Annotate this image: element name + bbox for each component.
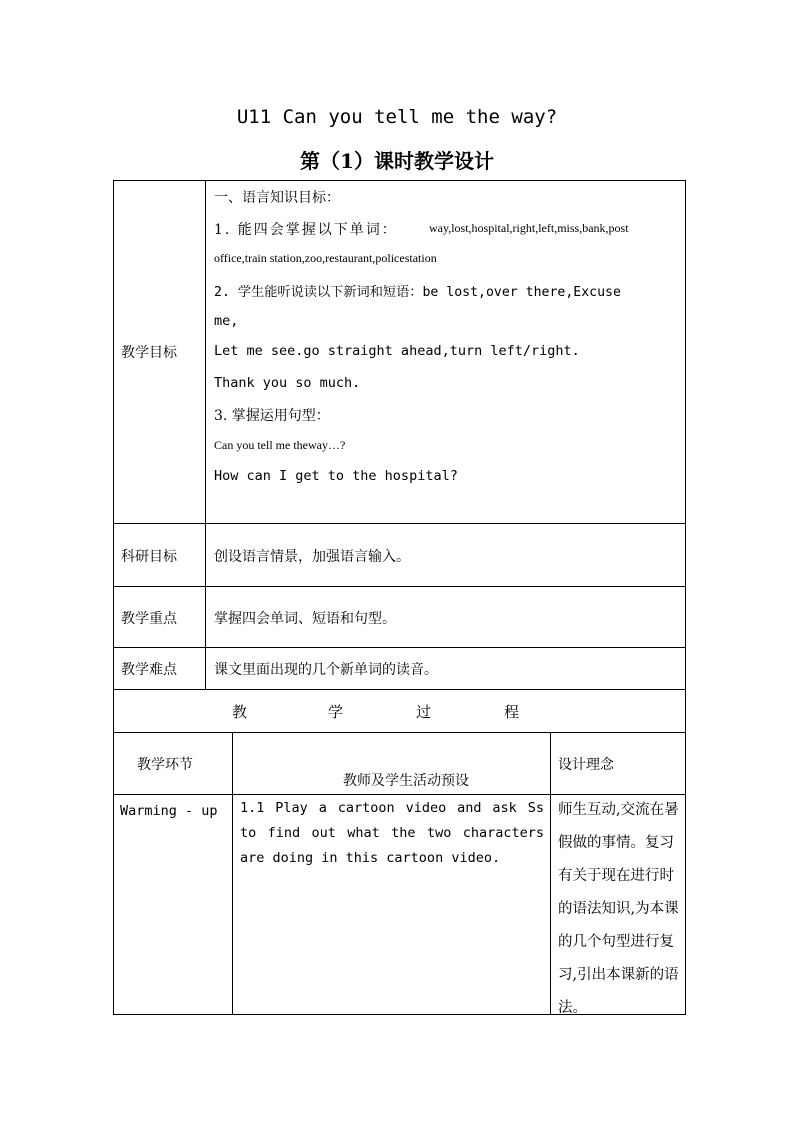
activities-header: 教师及学生活动预设 xyxy=(343,773,469,789)
difficulties-label: 教学难点 xyxy=(121,662,177,678)
warmup-stage: Warming - up xyxy=(120,803,218,819)
objectives-item2-b: me, xyxy=(214,313,239,329)
design-header: 设计理念 xyxy=(558,757,614,773)
warmup-activity: 1.1 Play a cartoon video and ask Ss to find out what the two characters are doing in this cartoon video. xyxy=(240,800,544,866)
objectives-item2-c: Let me see.go straight ahead,turn left/right. xyxy=(214,343,580,359)
objectives-item2-a: 2. 学生能听说读以下新词和短语：be lost,over there,Excuse xyxy=(214,285,621,300)
process-char: 程 xyxy=(504,703,520,721)
process-char: 过 xyxy=(416,703,432,721)
process-char: 教 xyxy=(232,703,248,721)
lesson-subtitle: 第（1）课时教学设计 xyxy=(300,149,494,173)
lesson-title: U11 Can you tell me the way? xyxy=(236,106,558,128)
warmup-stage-cell xyxy=(113,794,233,1015)
process-char: 学 xyxy=(328,703,344,721)
difficulties-content: 课文里面出现的几个新单词的读音。 xyxy=(214,662,438,678)
warmup-design: 师生互动,交流在暑假做的事情。复习有关于现在进行时的语法知识,为本课的几个句型进行复习,引出本课新的语法。 xyxy=(558,802,679,1016)
keypoints-label: 教学重点 xyxy=(121,611,177,627)
objectives-heading: 一、语言知识目标： xyxy=(214,190,340,206)
objectives-item1-words-a: way,lost,hospital,right,left,miss,bank,post xyxy=(429,221,629,235)
research-label: 科研目标 xyxy=(121,549,177,565)
objectives-item3-pattern-a: Can you tell me theway…? xyxy=(214,438,346,452)
research-content: 创设语言情景，加强语言输入。 xyxy=(214,549,410,565)
stage-header: 教学环节 xyxy=(137,757,193,773)
objectives-label: 教学目标 xyxy=(121,345,177,361)
objectives-item3-pattern-b: How can I get to the hospital? xyxy=(214,468,458,484)
process-heading-cell xyxy=(113,689,686,733)
objectives-item3: 3. 掌握运用句型： xyxy=(214,408,330,424)
objectives-item1-words-b: office,train station,zoo,restaurant,policestation xyxy=(214,251,437,265)
keypoints-content: 掌握四会单词、短语和句型。 xyxy=(214,611,396,627)
objectives-item2-d: Thank you so much. xyxy=(214,375,361,391)
objectives-item1-prefix: 1. 能四会掌握以下单词： xyxy=(214,222,398,238)
